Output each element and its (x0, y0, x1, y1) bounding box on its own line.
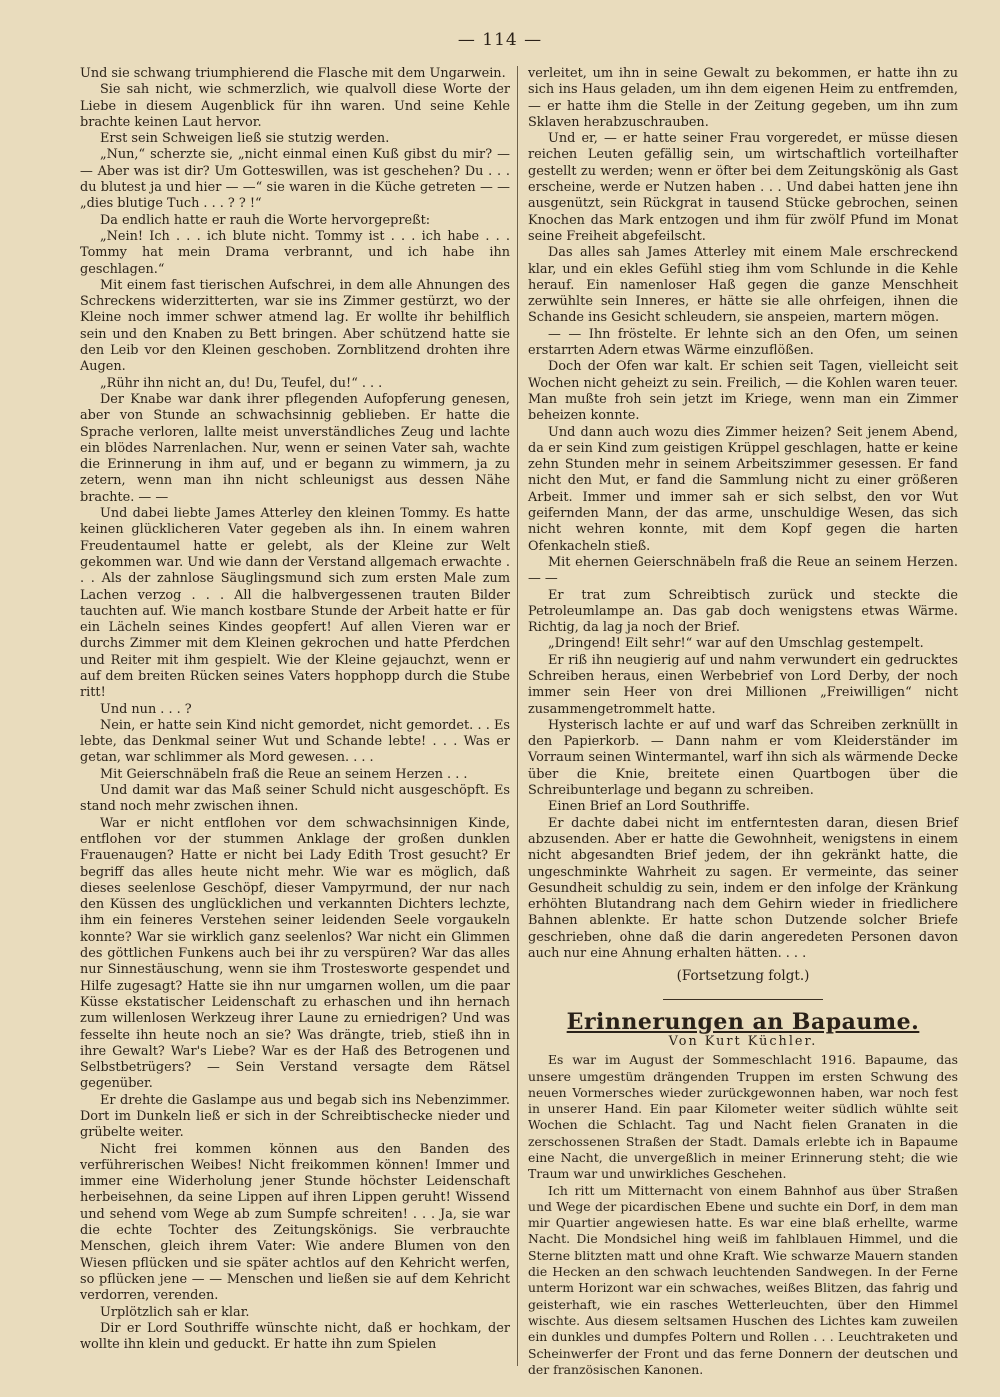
paragraph: Er riß ihn neugierig auf und nahm verwundert ein gedrucktes Schreiben heraus, einen Werbebrief von Lord Derby, der noch immer sein Heer von drei Millionen „Freiwilligen“ nicht zusammengetrommelt hatte. (528, 652, 958, 717)
page-number: — 114 — (457, 30, 543, 50)
paragraph: Mit Geierschnäbeln fraß die Reue an seinem Herzen . . . (100, 766, 468, 782)
paragraph: Das alles sah James Atterley mit einem Male erschreckend klar, und ein ekles Gefühl stieg ihm vom Schlunde in die Kehle herauf. Ein namenloser Haß gegen die ganze Menschheit zerwühlte sein Inneres, er hätte sie alle ohrfeigen, ihnen die Schande ins Gesicht schleudern, sie anspeien, martern mögen. (528, 245, 958, 326)
paragraph: Urplötzlich sah er klar. (100, 1304, 250, 1320)
paragraph: Einen Brief an Lord Southriffe. (548, 799, 750, 815)
paragraph: Erst sein Schweigen ließ sie stutzig werden. (100, 131, 390, 147)
paragraph: Und er, — er hatte seiner Frau vorgeredet, er müsse diesen reichen Leuten gefällig sein, um wirtschaftlich vorteilhafter gestellt zu werden; wenn er öfter bei dem Zeitungskönig als Gast erscheine, werde er Nutzen haben . . . Und dabei hatten jene ihn ausgenützt, sein Rückgrat in tausend Stücke gebrochen, seinen Knochen das Mark entzogen und ihm für zwölf Pfund im Monat seine Freiheit abgefeilscht. (528, 131, 958, 244)
paragraph: Nein, er hatte sein Kind nicht gemordet, nicht gemordet. . . Es lebte, das Denkmal seiner Wut und Schande lebte! . . . Was er getan, war schlimmer als Mord gewesen. . . . (80, 717, 510, 766)
paragraph: Nicht frei kommen können aus den Banden des verführerischen Weibes! Nicht freikommen können! Immer und immer eine Widerholung jener Stunde höchster Leidenschaft herbeisehnen, da seine Lippen auf ihren Lippen geruht! Wissend und sehend vom Wege ab zum Sumpfe schreiten! . . . Ja, sie war die echte Tochter des Zeitungskönigs. Sie verbrauchte Menschen, gleich ihrem Vater: Wie andere Blumen von den Wiesen pflücken und sie später achtlos auf den Kehricht werfen, so pflücken jene — — Menschen und ließen sie auf dem Kehricht verdorren, verenden. (80, 1141, 510, 1304)
paragraph: Doch der Ofen war kalt. Er schien seit Tagen, vielleicht seit Wochen nicht geheizt zu sein. Freilich, — die Kohlen waren teuer. Man mußte froh sein jetzt im Kriege, wenn man ein Zimmer beheizen konnte. (528, 359, 958, 424)
paragraph: verleitet, um ihn in seine Gewalt zu bekommen, er hatte ihn zu sich ins Haus geladen, um ihn dem eigenen Heim zu entfremden, — er hatte ihm die Stelle in der Zeitung gegeben, um ihn zum Sklaven herabzuschrauben. (528, 66, 958, 130)
paragraph: — — Ihn fröstelte. Er lehnte sich an den Ofen, um seinen erstarrten Adern etwas Wärme einzuflößen. (528, 326, 958, 359)
paragraph: „Nun,“ scherzte sie, „nicht einmal einen Kuß gibst du mir? — — Aber was ist dir? Um Gotteswillen, was ist geschehen? Du . . . du blutest ja und hier — —“ sie waren in die Küche getreten — — „dies blutige Tuch . . . ? ? !“ (80, 147, 510, 212)
paragraph: Mit einem fast tierischen Aufschrei, in dem alle Ahnungen des Schreckens widerzitterten, war sie ins Zimmer gestürzt, wo der Kleine noch immer schwer atmend lag. Er wollte ihr behilflich sein und den Knaben zu Bett bringen. Aber schützend hatte sie den Leib vor den Kleinen geschoben. Zornblitzend drohten ihre Augen. (80, 277, 510, 375)
paragraph: Dir er Lord Southriffe wünschte nicht, daß er hochkam, der wollte ihn klein und geduckt. Er hatte ihn zum Spielen (80, 1320, 510, 1353)
paragraph: Mit ehernen Geierschnäbeln fraß die Reue an seinem Herzen. — — (528, 554, 958, 587)
paragraph: „Dringend! Eilt sehr!“ war auf den Umschlag gestempelt. (548, 636, 924, 652)
section-divider (663, 999, 823, 1000)
paragraph: Ich ritt um Mitternacht von einem Bahnhof aus über Straßen und Wege der picardischen Ebene und suchte ein Dorf, in dem man mir Quartier angewiesen hatte. Es war eine blaß erhellte, warme Nacht. Die Mondsichel hing weiß im fahlblauen Himmel, und die Sterne blitzten matt und ohne Kraft. Wie schwarze Mauern standen die Hecken an den schwach leuchtenden Sandwegen. In der Ferne unterm Horizont war ein schwaches, weißes Blitzen, das fahrig und geisterhaft, wie ein rasches Wetterleuchten, über den Himmel wischte. Aus diesem seltsamen Huschen des Lichtes kam zuweilen ein dunkles und dumpfes Poltern und Rollen . . . Leuchtraketen und Scheinwerfer der Front und das ferne Donnern der deutschen und der französischen Kanonen. (528, 1182, 958, 1377)
paragraph: Sie sah nicht, wie schmerzlich, wie qualvoll diese Worte der Liebe in diesem Augenblick für ihn waren. Und seine Kehle brachte keinen Laut hervor. (80, 82, 510, 130)
paragraph: War er nicht entflohen vor dem schwachsinnigen Kinde, entflohen vor der stummen Anklage der großen dunklen Frauenaugen? Hatte er nicht bei Lady Edith Trost gesucht? Er begriff das alles heute nicht mehr. Wie war es möglich, daß dieses seelenlose Geschöpf, dieser Vampyrmund, der nur nach den Küssen des unglücklichen und verkannten Dichters lechzte, ihm ein feineres Verstehen seiner leidenden Seele vorgaukeln konnte? War sie wirklich ganz seelenlos? War nicht ein Glimmen des göttlichen Funkens auch bei ihr zu verspüren? War das alles nur Sinnestäuschung, wenn sie ihm Trostesworte gespendet und Hilfe zugesagt? Hatte sie ihn nur umgarnen wollen, um die paar Küsse ekstatischer Leidenschaft zu erhaschen und ihn hernach zum willenlosen Werkzeug ihrer Laune zu erniedrigen? Und was fesselte ihn heute noch an sie? Was drängte, trieb, stieß ihn in ihre Gewalt? War's Liebe? War es der Haß des Betrogenen und Selbstbetrügers? — Sein Verstand versagte dem Rätsel gegenüber. (80, 815, 510, 1092)
left-column (80, 66, 510, 1353)
article-byline: Von Kurt Küchler. (668, 1033, 818, 1049)
paragraph: Und sie schwang triumphierend die Flasche mit dem Ungarwein. (80, 66, 506, 81)
paragraph: „Nein! Ich . . . ich blute nicht. Tommy ist . . . ich habe . . . Tommy hat mein Drama verbrannt, und ich habe ihn geschlagen.“ (80, 228, 510, 277)
paragraph: Und dabei liebte James Atterley den kleinen Tommy. Es hatte keinen glücklicheren Vater gegeben als ihn. In einem wahren Freudentaumel hatte er gelebt, als der Kleine zur Welt gekommen war. Und wie dann der Verstand allgemach erwachte . . . Als der zahnlose Säuglingsmund sich zum ersten Male zum Lachen verzog . . . All die halbvergessenen trauten Bilder tauchten auf. Wie manch kostbare Stunde der Arbeit hatte er für ein Lächeln seines Kindes geopfert! Auf allen Vieren war er durchs Zimmer mit dem Kleinen gekrochen und hatte Pferdchen und Reiter mit ihm gespielt. Wie der Kleine gejauchzt, wenn er auf dem breiten Rücken seines Vaters hopphopp durch die Stube ritt! (80, 506, 510, 701)
paragraph: Da endlich hatte er rauh die Worte hervorgepreßt: (100, 212, 431, 228)
article-title: Erinnerungen an Bapaume. (566, 1008, 920, 1035)
paragraph: „Rühr ihn nicht an, du! Du, Teufel, du!“ . . . (100, 375, 383, 391)
paragraph: Der Knabe war dank ihrer pflegenden Aufopferung genesen, aber von Stunde an schwachsinnig geblieben. Er hatte die Sprache verloren, lallte meist unverständliches Zeug und lachte ein blödes Narrenlachen. Nur, wenn er seinen Vater sah, wachte die Erinnerung in ihm auf, und er begann zu wimmern, ja zu zetern, wenn man ihn nicht schleunigst aus dessen Nähe brachte. — — (80, 391, 510, 505)
right-column (528, 66, 958, 1378)
paragraph: Er drehte die Gaslampe aus und begab sich ins Nebenzimmer. Dort im Dunkeln ließ er sich in der Schreibtischecke nieder und grübelte weiter. (80, 1092, 510, 1141)
continuation-note: (Fortsetzung folgt.) (676, 968, 810, 985)
paragraph: Und damit war das Maß seiner Schuld nicht ausgeschöpft. Es stand noch mehr zwischen ihnen. (80, 783, 510, 815)
paragraph: Und dann auch wozu dies Zimmer heizen? Seit jenem Abend, da er sein Kind zum geistigen Krüppel geschlagen, hatte er keine zehn Stunden mehr in seinem Arbeitszimmer gesessen. Er fand nicht den Mut, er fand die Sammlung nicht zu einer größeren Arbeit. Immer und immer sah er sich selbst, den vor Wut geifernden Mann, der das arme, unschuldige Wesen, das sich nicht wehren konnte, mit dem Kopf gegen die harten Ofenkacheln stieß. (528, 424, 958, 554)
paragraph: Hysterisch lachte er auf und warf das Schreiben zerknüllt in den Papierkorb. — Dann nahm er vom Kleiderständer im Vorraum seinen Wintermantel, warf ihn sich als wärmende Decke über die Knie, breitete einen Quartbogen über die Schreibunterlage und begann zu schreiben. (528, 717, 958, 799)
column-divider (517, 66, 518, 1366)
paragraph: Er dachte dabei nicht im entferntesten daran, diesen Brief abzusenden. Aber er hatte die Gewohnheit, wenigstens in einem nicht abgesandten Brief jedem, der ihn gekränkt hatte, die ungeschminkte Wahrheit zu sagen. Er vermeinte, das seiner Gesundheit schuldig zu sein, indem er den infolge der Kränkung erhöhten Blutandrang nach dem Gehirn wieder in friedlichere Bahnen ablenkte. Er hatte schon Dutzende solcher Briefe geschrieben, ohne daß die darin angeredeten Personen davon auch nur eine Ahnung erhalten hätten. . . . (528, 815, 958, 962)
paragraph: Er trat zum Schreibtisch zurück und steckte die Petroleumlampe an. Das gab doch wenigstens etwas Wärme. Richtig, da lag ja noch der Brief. (528, 587, 958, 636)
paragraph: Und nun . . . ? (100, 701, 192, 717)
article-body (528, 1052, 958, 1378)
paragraph: Es war im August der Sommeschlacht 1916. Bapaume, das unsere umgestüm drängenden Truppen im ersten Schwung des neuen Vormersches wieder zurückgewonnen haben, war noch fest in unserer Hand. Ein paar Kilometer weiter südlich wühlte seit Wochen die Schlacht. Tag und Nacht fielen Granaten in die zerschossenen Straßen der Stadt. Damals erlebte ich in Bapaume eine Nacht, die unvergeßlich in meiner Erinnerung steht; die wie Traum war und unwirkliches Geschehen. (528, 1052, 958, 1182)
